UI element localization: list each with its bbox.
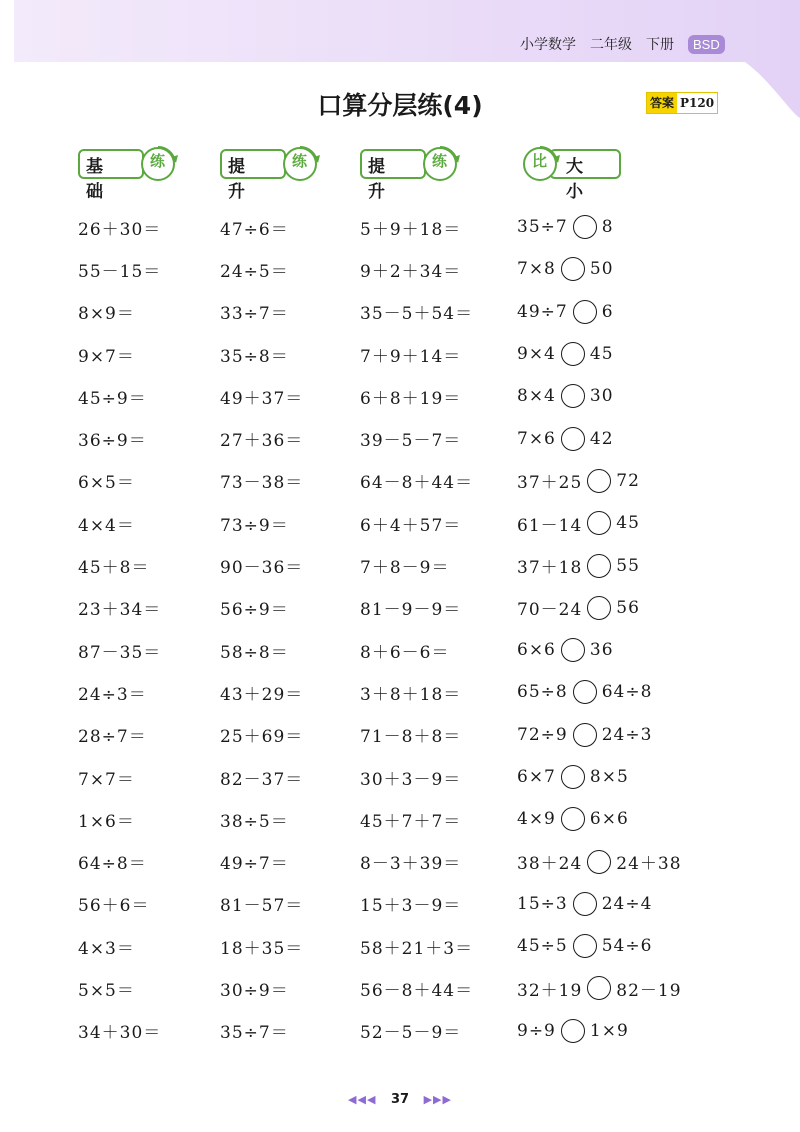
compare-item xyxy=(517,967,682,1009)
problem-item: 36÷9＝ xyxy=(78,431,147,452)
answer-circle[interactable] xyxy=(573,300,597,324)
compare-item xyxy=(517,544,682,586)
problem-item: 73－38＝ xyxy=(220,473,304,494)
answer-circle[interactable] xyxy=(587,850,611,874)
compare-left: 32＋19 xyxy=(517,980,583,1001)
breadcrumb xyxy=(520,34,725,54)
compare-item xyxy=(517,798,682,840)
problem-item: 55－15＝ xyxy=(78,261,162,282)
answer-circle[interactable] xyxy=(573,680,597,704)
compare-left: 70－24 xyxy=(517,600,583,621)
compare-right: 72 xyxy=(616,470,640,491)
compare-item xyxy=(517,840,682,882)
problem-item: 9×7＝ xyxy=(78,346,135,367)
answer-circle[interactable] xyxy=(561,807,585,831)
answer-circle[interactable] xyxy=(561,1019,585,1043)
problem-item: 4×4＝ xyxy=(78,515,135,536)
problem-item: 24÷3＝ xyxy=(78,684,147,705)
problem-item: 18＋35＝ xyxy=(220,938,304,959)
problem-item: 81－9－9＝ xyxy=(360,600,462,621)
problem-item: 30＋3－9＝ xyxy=(360,769,462,790)
compare-left: 38＋24 xyxy=(517,854,583,875)
section-label: 提升 xyxy=(228,157,245,202)
compare-item xyxy=(517,756,682,798)
compare-left: 4×9 xyxy=(517,809,556,830)
compare-right: 8 xyxy=(601,217,614,238)
compare-left: 37＋18 xyxy=(517,558,583,579)
problem-item: 39－5－7＝ xyxy=(360,431,462,452)
compare-left: 35÷7 xyxy=(517,217,568,238)
problem-item: 28÷7＝ xyxy=(78,727,147,748)
answer-circle[interactable] xyxy=(561,384,585,408)
compare-left: 7×6 xyxy=(517,428,556,449)
problem-item: 64÷8＝ xyxy=(78,854,147,875)
problem-item: 47÷6＝ xyxy=(220,219,289,240)
compare-right: 55 xyxy=(616,555,640,576)
compare-item xyxy=(517,333,682,375)
problem-item: 35－5＋54＝ xyxy=(360,304,474,325)
compare-right: 30 xyxy=(589,386,614,407)
answer-circle[interactable] xyxy=(587,596,611,620)
problem-item: 64－8＋44＝ xyxy=(360,473,474,494)
problem-item: 90－36＝ xyxy=(220,558,304,579)
section-label: 提升 xyxy=(368,157,385,202)
compare-item xyxy=(517,671,682,713)
problem-item: 87－35＝ xyxy=(78,642,162,663)
problem-item: 35÷8＝ xyxy=(220,346,289,367)
page-footer xyxy=(0,1092,800,1107)
compare-left: 6×7 xyxy=(517,767,556,787)
answer-circle[interactable] xyxy=(587,469,611,493)
section-label: 基础 xyxy=(86,157,103,202)
problem-item: 25＋69＝ xyxy=(220,727,304,748)
compare-left: 7×8 xyxy=(517,259,556,280)
compare-left: 15÷3 xyxy=(517,893,568,914)
compare-item xyxy=(517,417,682,459)
section-label: 大小 xyxy=(566,157,583,202)
problem-item: 56÷9＝ xyxy=(220,600,289,621)
problem-item: 38÷5＝ xyxy=(220,811,289,832)
answer-reference xyxy=(646,92,718,114)
problem-item: 6＋4＋57＝ xyxy=(360,515,462,536)
problem-item: 45＋7＋7＝ xyxy=(360,811,462,832)
problem-item: 5×5＝ xyxy=(78,980,135,1001)
compare-right: 64÷8 xyxy=(601,682,653,703)
compare-right: 24＋38 xyxy=(616,854,682,875)
problem-item: 71－8＋8＝ xyxy=(360,727,462,748)
problem-item: 3＋8＋18＝ xyxy=(360,684,462,705)
problem-item: 26＋30＝ xyxy=(78,219,162,240)
problem-item: 43＋29＝ xyxy=(220,684,304,705)
problem-item: 8－3＋39＝ xyxy=(360,854,462,875)
compare-right: 82－19 xyxy=(616,980,682,1001)
breadcrumb-grade: 二年级 xyxy=(590,37,632,53)
problem-item: 15＋3－9＝ xyxy=(360,896,462,917)
problem-item: 9＋2＋34＝ xyxy=(360,261,462,282)
answer-page: P120 xyxy=(680,96,715,110)
problem-item: 7×7＝ xyxy=(78,769,135,790)
answer-circle[interactable] xyxy=(561,765,585,789)
problem-item: 52－5－9＝ xyxy=(360,1023,462,1044)
compare-left: 9÷9 xyxy=(517,1020,556,1041)
page-number: 37 xyxy=(390,1092,410,1107)
answer-circle[interactable] xyxy=(561,257,585,281)
problem-item: 33÷7＝ xyxy=(220,304,289,325)
problem-item: 45＋8＝ xyxy=(78,558,150,579)
compare-right: 1×9 xyxy=(589,1020,629,1041)
problem-item: 4×3＝ xyxy=(78,938,135,959)
problem-item: 24÷5＝ xyxy=(220,261,289,282)
compare-right: 24÷4 xyxy=(601,893,653,914)
problem-item: 58÷8＝ xyxy=(220,642,289,663)
compare-item xyxy=(517,714,682,756)
problem-item: 81－57＝ xyxy=(220,896,304,917)
compare-item xyxy=(517,925,682,967)
compare-left: 61－14 xyxy=(517,515,583,536)
answer-circle[interactable] xyxy=(561,638,585,662)
column-basic-problems xyxy=(78,206,161,1052)
problem-item: 45÷9＝ xyxy=(78,388,147,409)
compare-item xyxy=(517,460,682,502)
answer-circle[interactable] xyxy=(573,723,597,747)
problem-item: 58＋21＋3＝ xyxy=(360,938,474,959)
problem-item: 82－37＝ xyxy=(220,769,304,790)
page-title: 口算分层练(4) xyxy=(317,91,483,120)
problem-item: 6＋8＋19＝ xyxy=(360,388,462,409)
problem-item: 8×9＝ xyxy=(78,304,135,325)
compare-left: 65÷8 xyxy=(517,682,568,703)
problem-item: 5＋9＋18＝ xyxy=(360,219,462,240)
column-advanced-problems-1 xyxy=(220,206,303,1052)
prev-arrows-icon: ◀◀◀ xyxy=(348,1093,377,1106)
problem-item: 6×5＝ xyxy=(78,473,135,494)
compare-right: 6 xyxy=(601,301,614,322)
compare-left: 37＋25 xyxy=(517,473,583,494)
answer-circle[interactable] xyxy=(587,511,611,535)
problem-item: 56－8＋44＝ xyxy=(360,980,474,1001)
problem-item: 23＋34＝ xyxy=(78,600,162,621)
section-circle-char: 练 xyxy=(292,152,308,170)
compare-left: 72÷9 xyxy=(517,724,568,745)
compare-right: 8×5 xyxy=(589,767,629,787)
problem-item: 1×6＝ xyxy=(78,811,135,832)
problem-item: 7＋8－9＝ xyxy=(360,558,450,579)
problem-item: 27＋36＝ xyxy=(220,431,304,452)
answer-circle[interactable] xyxy=(587,554,611,578)
compare-left: 6×6 xyxy=(517,640,556,661)
compare-item xyxy=(517,1010,682,1052)
compare-left: 45÷5 xyxy=(517,936,568,957)
compare-right: 36 xyxy=(589,640,614,661)
answer-circle[interactable] xyxy=(561,427,585,451)
problem-item: 49÷7＝ xyxy=(220,854,289,875)
problem-item: 8＋6－6＝ xyxy=(360,642,450,663)
problem-item: 49＋37＝ xyxy=(220,388,304,409)
compare-right: 6×6 xyxy=(589,809,629,830)
compare-item xyxy=(517,502,682,544)
section-circle-char: 比 xyxy=(532,152,548,170)
compare-item xyxy=(517,248,682,290)
next-arrows-icon: ▶▶▶ xyxy=(423,1093,452,1106)
compare-item xyxy=(517,375,682,417)
compare-item xyxy=(517,629,682,671)
breadcrumb-volume: 下册 xyxy=(646,37,674,53)
answer-circle[interactable] xyxy=(573,215,597,239)
compare-right: 24÷3 xyxy=(601,724,653,745)
problem-item: 56＋6＝ xyxy=(78,896,150,917)
answer-circle[interactable] xyxy=(573,892,597,916)
compare-item xyxy=(517,587,682,629)
compare-item xyxy=(517,291,682,333)
problem-item: 7＋9＋14＝ xyxy=(360,346,462,367)
compare-right: 50 xyxy=(589,259,614,280)
compare-right: 42 xyxy=(589,428,614,449)
answer-circle[interactable] xyxy=(561,342,585,366)
problem-item: 30÷9＝ xyxy=(220,980,289,1001)
column-advanced-problems-2 xyxy=(360,206,473,1052)
compare-right: 45 xyxy=(616,513,640,534)
problem-item: 73÷9＝ xyxy=(220,515,289,536)
section-circle-char: 练 xyxy=(432,152,448,170)
answer-circle[interactable] xyxy=(573,934,597,958)
compare-left: 49÷7 xyxy=(517,301,568,322)
answer-circle[interactable] xyxy=(587,976,611,1000)
section-circle-char: 练 xyxy=(150,152,166,170)
problem-item: 35÷7＝ xyxy=(220,1023,289,1044)
compare-item xyxy=(517,883,682,925)
compare-left: 9×4 xyxy=(517,344,556,365)
edition-badge: BSD xyxy=(688,35,725,54)
compare-item xyxy=(517,206,682,248)
compare-left: 8×4 xyxy=(517,386,556,407)
problem-item: 34＋30＝ xyxy=(78,1023,162,1044)
answer-label: 答案 xyxy=(647,93,677,113)
breadcrumb-subject: 小学数学 xyxy=(520,37,576,53)
compare-right: 54÷6 xyxy=(601,936,653,957)
compare-right: 56 xyxy=(616,597,640,618)
compare-right: 45 xyxy=(589,344,614,365)
column-compare-problems xyxy=(517,206,682,1052)
